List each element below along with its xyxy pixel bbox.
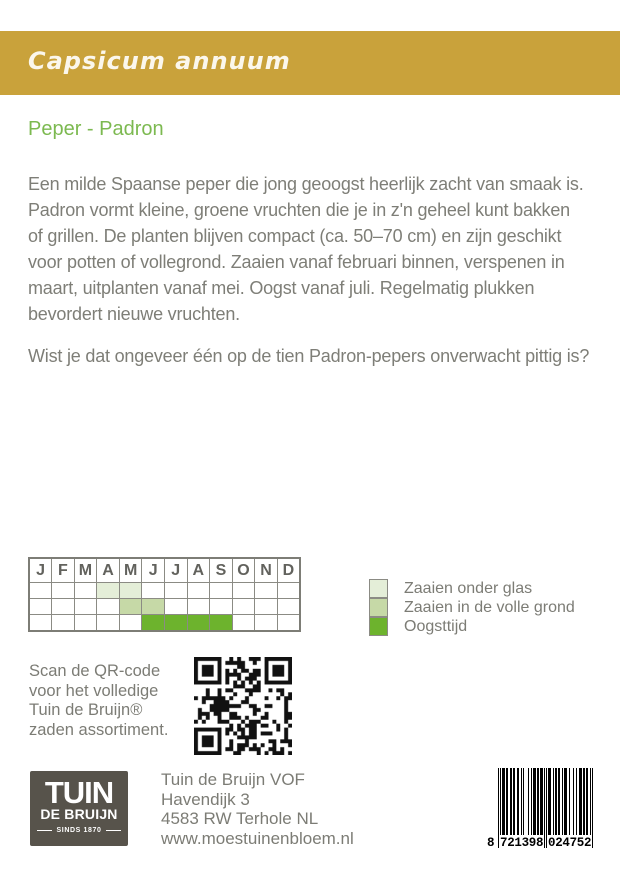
calendar-cell [187,599,210,615]
tagline-dash-right [106,830,121,831]
qr-instruction-text [29,662,168,740]
barcode-digit-group: 721398 [500,836,544,850]
tagline-dash-left [37,830,52,831]
calendar-cell [74,583,97,599]
qr-instruction-line: voor het volledige [29,681,159,700]
brand-logo-name: TUIN [44,775,114,810]
calendar-cell [74,599,97,615]
calendar-cell [277,599,300,615]
calendar-month-label: J [164,558,187,583]
legend-item-sow-open-ground [369,598,575,617]
product-description: Een milde Spaanse peper die jong geoogst heerlijk zacht van smaak is. Padron vormt kleine, groene vruchten die je in z'n geheel kunt bakken of grillen. De planten blijven compact (ca. 50–70 cm) en zijn geschikt voor potten of vollegrond. Zaaien vanaf februari binnen, verspenen in maart, uitplanten vanaf mei. Oogst vanaf juli. Regelmatig plukken bevordert nieuwe vruchten. [28,174,584,324]
barcode-digit-group: 024752 [548,836,592,850]
product-title: Peper - Padron [28,118,164,140]
legend-label: Oogsttijd [404,618,468,635]
calendar-month-label: D [277,558,300,583]
qr-code [194,657,292,755]
calendar-cell [277,583,300,599]
legend-swatch-sow-under-glass [369,579,388,598]
calendar-cell [74,615,97,632]
calendar-cell [210,583,233,599]
qr-instruction-line: Tuin de Bruijn® [29,701,143,719]
calendar-cell [164,583,187,599]
calendar-cell [187,615,210,632]
calendar-cell [142,599,165,615]
calendar-row [29,599,300,615]
calendar-cell [52,599,75,615]
calendar-cell [142,583,165,599]
calendar-cell [29,599,52,615]
address-line-city: 4583 RW Terhole NL [161,809,319,828]
barcode-digit-group: 8 [487,836,495,850]
calendar-month-label: F [52,558,75,583]
calendar-cell [210,615,233,632]
brand-logo-subname: DE BRUIJN [40,806,118,822]
calendar-cell [52,583,75,599]
calendar-cell [97,583,120,599]
calendar-row [29,615,300,632]
species-banner [0,31,620,95]
calendar-cell [277,615,300,632]
address-line-street: Havendijk 3 [161,789,250,809]
legend-item-harvest [369,617,575,636]
calendar-month-label: S [210,558,233,583]
calendar-cell [255,583,278,599]
sowing-calendar [28,557,301,632]
calendar-month-label: A [97,558,120,583]
legend-swatch-sow-open-ground [369,598,388,617]
calendar-cell [255,599,278,615]
calendar-month-label: J [29,558,52,583]
fun-fact-text: Wist je dat ongeveer één op de tien Padron-pepers onverwacht pittig is? [28,346,590,366]
address-line-website: www.moestuinenbloem.nl [161,828,354,848]
calendar-month-label: J [142,558,165,583]
calendar-cell [97,599,120,615]
qr-instruction-line: zaden assortiment. [29,720,169,739]
calendar-cell [187,583,210,599]
calendar-month-label: M [119,558,142,583]
calendar-month-label: M [74,558,97,583]
calendar-cell [255,615,278,632]
legend-item-sow-under-glass [369,579,575,598]
calendar-cell [210,599,233,615]
calendar-month-header [29,558,300,583]
calendar-cell [119,615,142,632]
calendar-cell [97,615,120,632]
calendar-legend [369,579,575,636]
brand-logo [30,771,128,846]
calendar-cell [52,615,75,632]
species-name: Capsicum annuum [28,47,291,75]
calendar-cell [119,599,142,615]
calendar-cell [29,583,52,599]
calendar-cell [29,615,52,632]
barcode-digits [486,835,596,852]
brand-logo-tagline [30,827,128,834]
calendar-cell [164,599,187,615]
ean-barcode [486,768,596,858]
calendar-row [29,583,300,599]
address-line-company: Tuin de Bruijn VOF [161,770,305,789]
company-address [161,770,354,848]
calendar-cell [164,615,187,632]
legend-swatch-harvest [369,617,388,636]
calendar-cell [232,583,255,599]
legend-label: Zaaien onder glas [404,580,533,597]
calendar-cell [232,615,255,632]
calendar-month-label: N [255,558,278,583]
tagline-text: SINDS 1870 [56,827,102,834]
qr-instruction-line: Scan de QR-code [29,662,161,680]
calendar-month-label: O [232,558,255,583]
calendar-month-label: A [187,558,210,583]
calendar-cell [232,599,255,615]
calendar-cell [119,583,142,599]
legend-label: Zaaien in de volle grond [404,599,575,616]
calendar-cell [142,615,165,632]
